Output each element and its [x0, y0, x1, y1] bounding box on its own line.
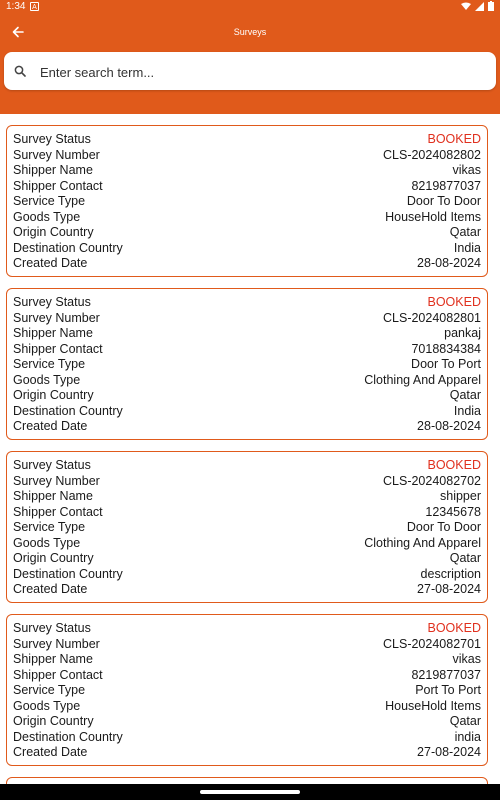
- label: Origin Country: [13, 714, 94, 728]
- label: Destination Country: [13, 566, 123, 581]
- label: Origin Country: [13, 388, 94, 402]
- label: Survey Number: [13, 147, 100, 162]
- origin-country-value: Qatar: [449, 714, 481, 728]
- row-destination-country: [13, 241, 481, 256]
- label: Service Type: [13, 520, 86, 534]
- home-handle[interactable]: [200, 790, 300, 794]
- label: Survey Status: [13, 295, 91, 309]
- row-shipper-contact: [13, 505, 481, 520]
- search-input[interactable]: [38, 61, 482, 83]
- origin-country-value: Qatar: [449, 551, 481, 565]
- label: Survey Number: [13, 310, 100, 325]
- search-box[interactable]: [4, 52, 496, 90]
- label: Created Date: [13, 745, 88, 759]
- row-survey-status: [13, 295, 481, 310]
- label: Service Type: [13, 683, 86, 697]
- survey-card[interactable]: [6, 125, 488, 277]
- shipper-name-value: pankaj: [444, 326, 481, 340]
- label: Service Type: [13, 357, 86, 371]
- shipper-contact-value: 12345678: [425, 504, 481, 519]
- label: Goods Type: [13, 209, 81, 224]
- label: Destination Country: [13, 240, 123, 255]
- goods-type-value: HouseHold Items: [385, 698, 481, 713]
- label: Survey Status: [13, 132, 91, 146]
- row-survey-status: [13, 621, 481, 636]
- created-date-value: 28-08-2024: [417, 256, 481, 270]
- shipper-name-value: vikas: [452, 163, 481, 177]
- survey-card[interactable]: [6, 451, 488, 603]
- notification-icon: A: [30, 2, 39, 11]
- row-shipper-name: [13, 652, 481, 667]
- row-survey-number: [13, 311, 481, 326]
- row-service-type: [13, 194, 481, 209]
- label: Survey Status: [13, 458, 91, 472]
- row-service-type: [13, 520, 481, 535]
- label: Goods Type: [13, 372, 81, 387]
- row-shipper-contact: [13, 668, 481, 683]
- row-created-date: [13, 582, 481, 597]
- label: Shipper Contact: [13, 504, 103, 519]
- label: Origin Country: [13, 225, 94, 239]
- survey-card-partial[interactable]: [6, 777, 488, 784]
- shipper-name-value: vikas: [452, 652, 481, 666]
- row-shipper-contact: [13, 179, 481, 194]
- row-shipper-name: [13, 489, 481, 504]
- label: Created Date: [13, 256, 88, 270]
- row-goods-type: [13, 373, 481, 388]
- row-survey-number: [13, 637, 481, 652]
- label: Goods Type: [13, 698, 81, 713]
- created-date-value: 27-08-2024: [417, 745, 481, 759]
- origin-country-value: Qatar: [449, 225, 481, 239]
- status-value: BOOKED: [427, 295, 481, 309]
- row-created-date: [13, 256, 481, 271]
- label: Shipper Contact: [13, 341, 103, 356]
- shipper-name-value: shipper: [440, 489, 481, 503]
- label: Shipper Name: [13, 326, 93, 340]
- survey-card[interactable]: [6, 614, 488, 766]
- created-date-value: 28-08-2024: [417, 419, 481, 433]
- row-goods-type: [13, 210, 481, 225]
- label: Created Date: [13, 582, 88, 596]
- row-service-type: [13, 357, 481, 372]
- label: Shipper Name: [13, 652, 93, 666]
- goods-type-value: Clothing And Apparel: [364, 535, 481, 550]
- shipper-contact-value: 8219877037: [411, 667, 481, 682]
- label: Survey Number: [13, 473, 100, 488]
- row-destination-country: [13, 730, 481, 745]
- row-destination-country: [13, 404, 481, 419]
- page-title: Surveys: [233, 27, 267, 37]
- row-destination-country: [13, 567, 481, 582]
- row-goods-type: [13, 699, 481, 714]
- row-origin-country: [13, 225, 481, 240]
- row-goods-type: [13, 536, 481, 551]
- label: Origin Country: [13, 551, 94, 565]
- row-created-date: [13, 745, 481, 760]
- battery-icon: [488, 1, 494, 11]
- destination-country-value: description: [420, 566, 481, 581]
- survey-number-value: CLS-2024082801: [383, 310, 481, 325]
- row-survey-number: [13, 474, 481, 489]
- label: Goods Type: [13, 535, 81, 550]
- row-shipper-name: [13, 326, 481, 341]
- origin-country-value: Qatar: [449, 388, 481, 402]
- row-origin-country: [13, 551, 481, 566]
- label: Survey Number: [13, 636, 100, 651]
- survey-number-value: CLS-2024082802: [383, 147, 481, 162]
- destination-country-value: India: [453, 403, 481, 418]
- row-survey-status: [13, 132, 481, 147]
- label: Shipper Contact: [13, 667, 103, 682]
- status-time: 1:34: [6, 1, 26, 12]
- destination-country-value: India: [453, 240, 481, 255]
- label: Shipper Contact: [13, 178, 103, 193]
- survey-number-value: CLS-2024082701: [383, 636, 481, 651]
- row-survey-number: [13, 148, 481, 163]
- shipper-contact-value: 8219877037: [411, 178, 481, 193]
- destination-country-value: india: [454, 729, 481, 744]
- goods-type-value: Clothing And Apparel: [364, 372, 481, 387]
- label: Shipper Name: [13, 489, 93, 503]
- label: Survey Status: [13, 621, 91, 635]
- shipper-contact-value: 7018834384: [411, 341, 481, 356]
- signal-icon: [475, 2, 484, 11]
- service-type-value: Door To Port: [411, 357, 481, 371]
- survey-number-value: CLS-2024082702: [383, 473, 481, 488]
- row-created-date: [13, 419, 481, 434]
- service-type-value: Door To Door: [406, 520, 481, 534]
- service-type-value: Door To Door: [406, 194, 481, 208]
- row-survey-status: [13, 458, 481, 473]
- search-icon: [14, 65, 26, 77]
- label: Destination Country: [13, 403, 123, 418]
- row-origin-country: [13, 714, 481, 729]
- status-value: BOOKED: [427, 621, 481, 635]
- label: Service Type: [13, 194, 86, 208]
- service-type-value: Port To Port: [415, 683, 481, 697]
- row-shipper-contact: [13, 342, 481, 357]
- system-nav-bar: [0, 784, 500, 800]
- survey-card[interactable]: [6, 288, 488, 440]
- label: Shipper Name: [13, 163, 93, 177]
- label: Destination Country: [13, 729, 123, 744]
- search-container: [0, 52, 500, 114]
- row-service-type: [13, 683, 481, 698]
- status-icons: [461, 1, 494, 11]
- created-date-value: 27-08-2024: [417, 582, 481, 596]
- app-bar: [0, 14, 500, 52]
- status-bar: [0, 0, 500, 14]
- status-value: BOOKED: [427, 458, 481, 472]
- label: Created Date: [13, 419, 88, 433]
- wifi-icon: [461, 2, 471, 11]
- row-shipper-name: [13, 163, 481, 178]
- goods-type-value: HouseHold Items: [385, 209, 481, 224]
- row-origin-country: [13, 388, 481, 403]
- survey-list[interactable]: [0, 114, 500, 784]
- status-value: BOOKED: [427, 132, 481, 146]
